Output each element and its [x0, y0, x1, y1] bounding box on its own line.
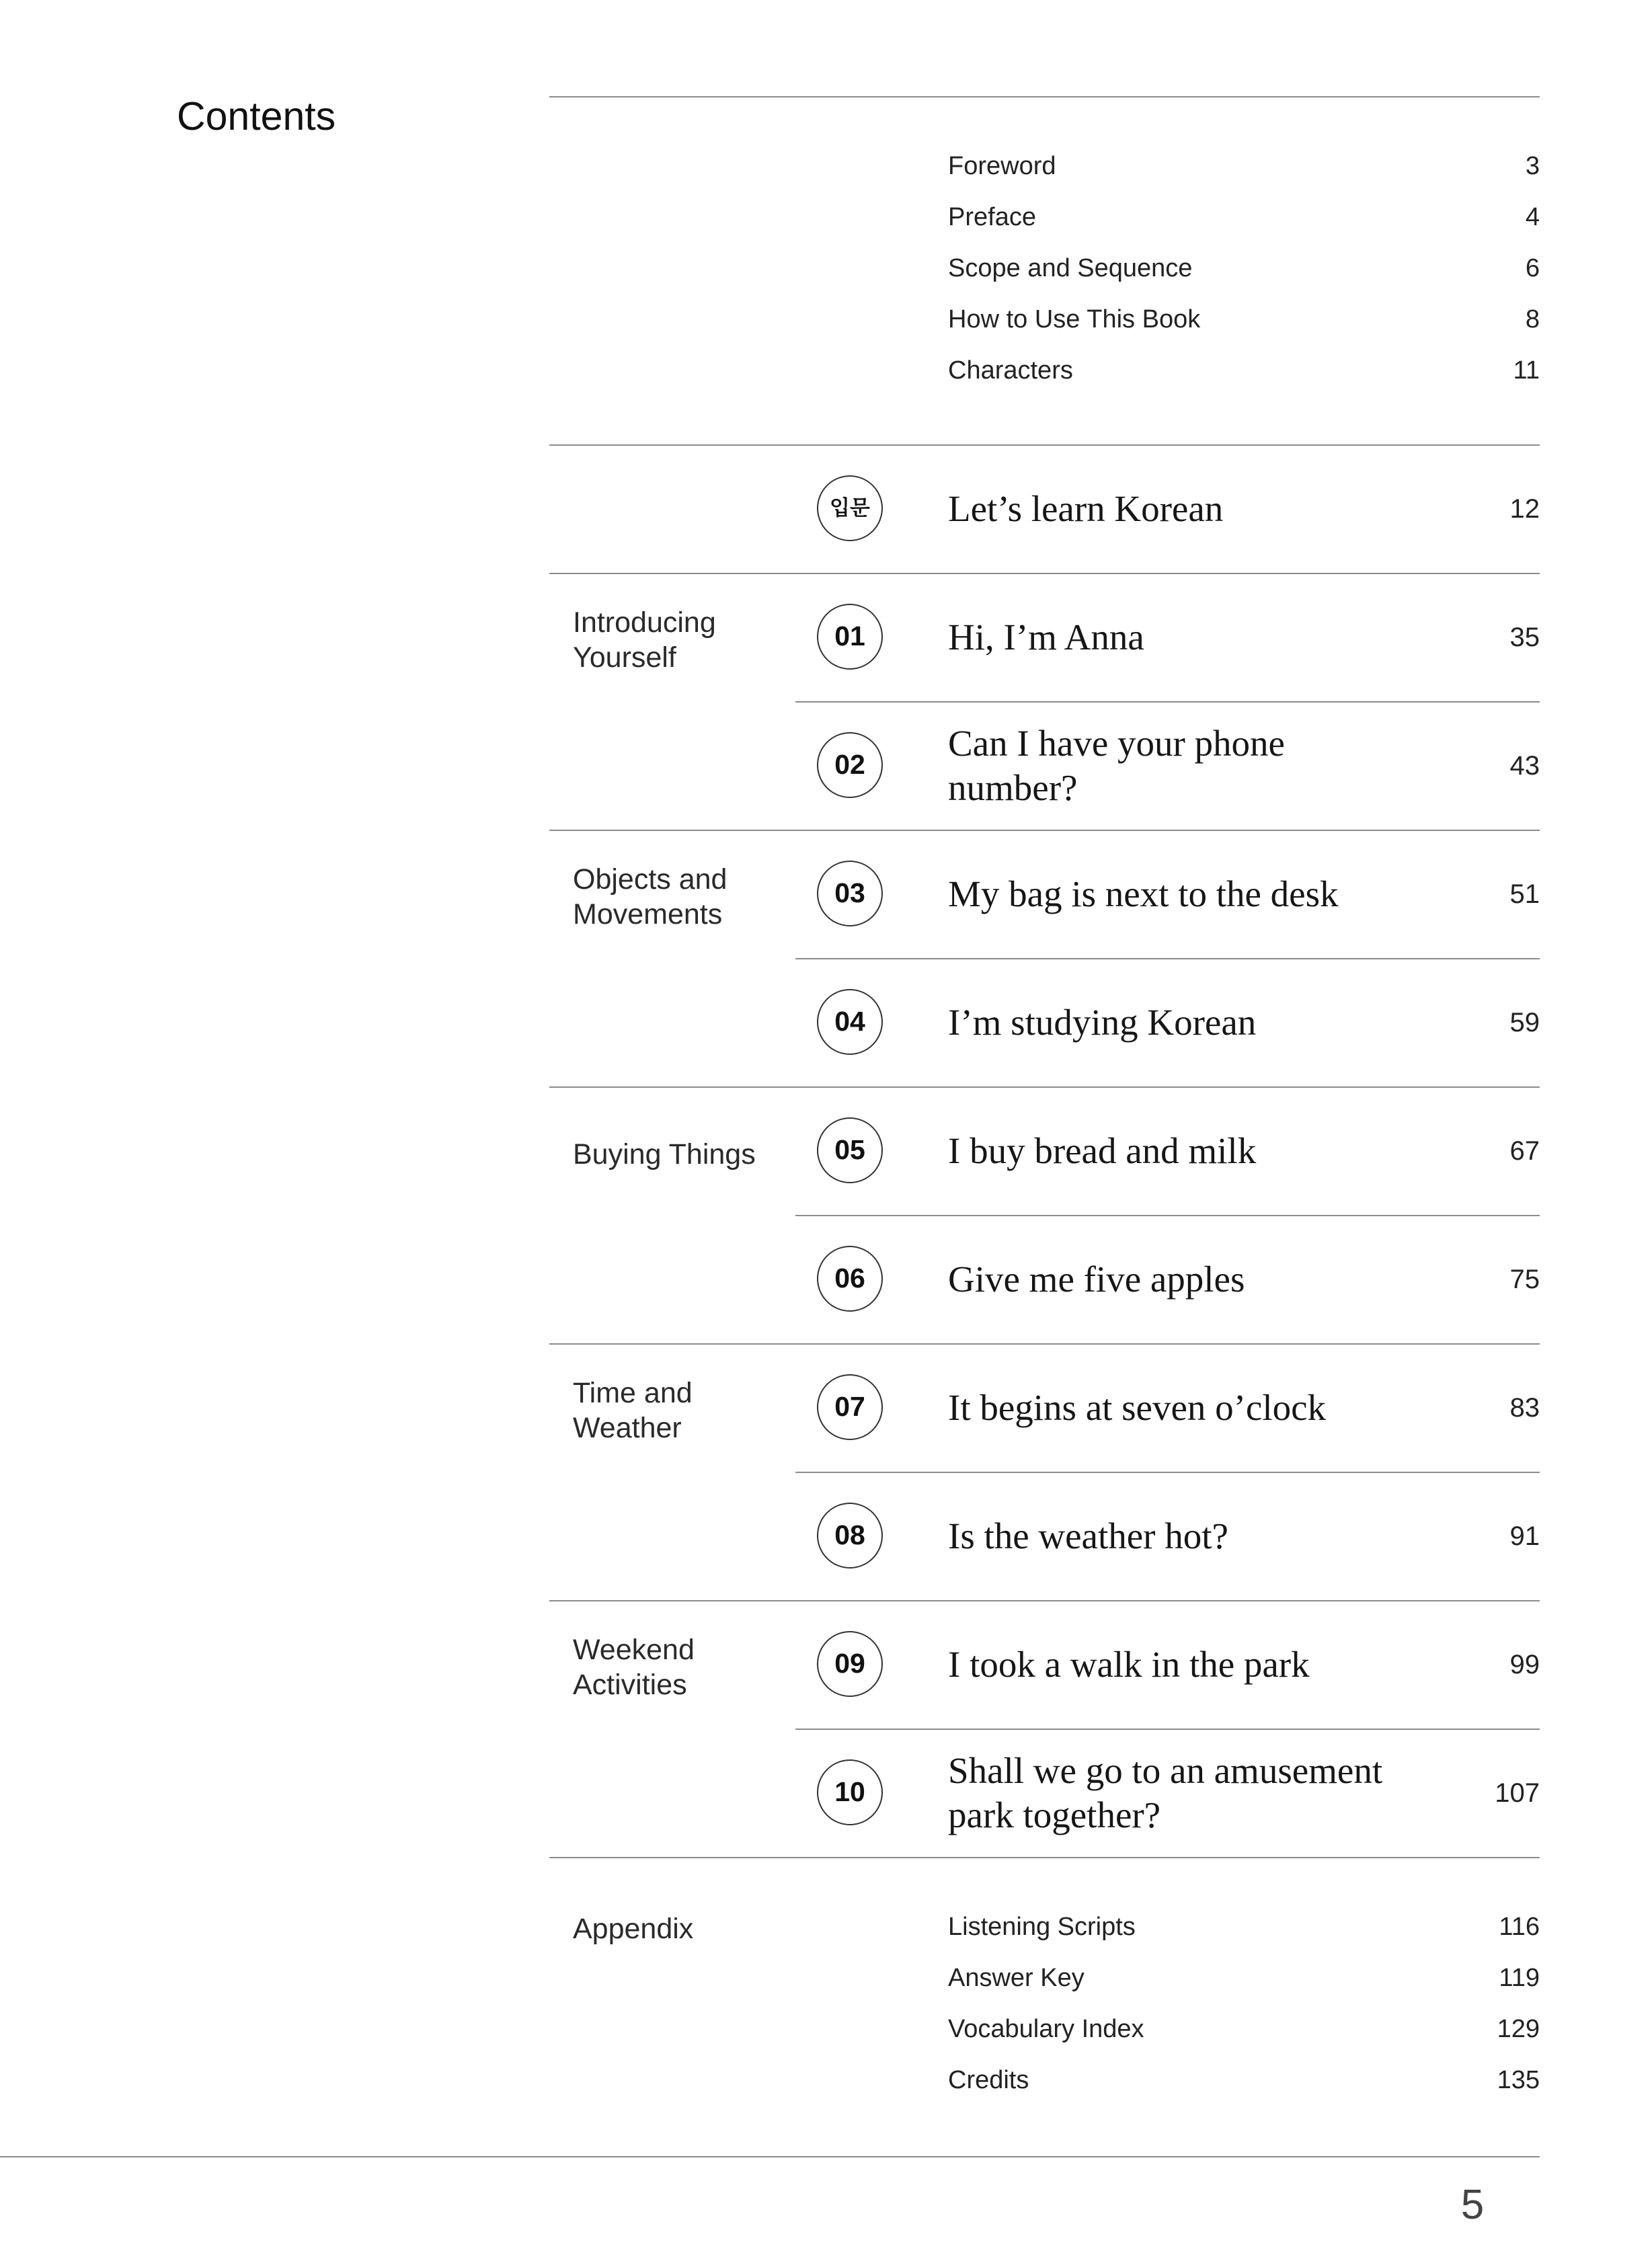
divider-footer: [0, 2156, 1540, 2157]
lesson-number-badge: 02: [817, 732, 883, 798]
lesson-title: I buy bread and milk: [948, 1130, 1257, 1171]
lesson-page: 59: [1509, 1008, 1540, 1037]
page-title: Contents: [177, 94, 336, 138]
toc-entry-page: 11: [1513, 356, 1540, 385]
lesson-title: Hi, I’m Anna: [948, 617, 1144, 658]
toc-entry-foreword[interactable]: [948, 146, 1540, 186]
lesson-page: 43: [1509, 751, 1540, 781]
lesson-row-04[interactable]: [795, 959, 1540, 1086]
toc-entry-page: 4: [1525, 203, 1540, 231]
lesson-page: 67: [1509, 1136, 1540, 1166]
toc-entry-label: Characters: [948, 356, 1073, 385]
toc-entry-preface[interactable]: [948, 197, 1540, 237]
appendix-entry-listening-scripts[interactable]: [948, 1907, 1540, 1947]
section-label-time-and-weather: Time and Weather: [573, 1377, 693, 1444]
toc-entry-page: 119: [1499, 1964, 1540, 1992]
section-label-weekend-activities: Weekend Activities: [573, 1634, 695, 1701]
toc-entry-page: 8: [1525, 305, 1540, 333]
lesson-title: Is the weather hot?: [948, 1515, 1228, 1556]
toc-entry-page: 6: [1525, 254, 1540, 282]
lesson-title: I’m studying Korean: [948, 1002, 1257, 1043]
lesson-title: It begins at seven o’clock: [948, 1387, 1327, 1428]
toc-entry-label: Scope and Sequence: [948, 254, 1193, 282]
section-label-objects-and-movements: Objects and Movements: [573, 863, 727, 930]
toc-entry-label: Vocabulary Index: [948, 2015, 1144, 2043]
toc-entry-label: How to Use This Book: [948, 305, 1201, 333]
toc-entry-label: Answer Key: [948, 1964, 1085, 1992]
toc-entry-label: Preface: [948, 203, 1036, 231]
lesson-page: 91: [1509, 1521, 1540, 1551]
lesson-row-05[interactable]: [795, 1087, 1540, 1215]
lesson-page: 51: [1509, 879, 1540, 909]
lesson-row-09[interactable]: [795, 1601, 1540, 1729]
appendix-entry-vocabulary-index[interactable]: [948, 2009, 1540, 2049]
lesson-title: Let’s learn Korean: [948, 488, 1224, 529]
lesson-page: 75: [1509, 1265, 1540, 1294]
lesson-number-badge: 09: [817, 1631, 883, 1697]
lesson-page: 99: [1509, 1650, 1540, 1679]
lesson-title: Give me five apples: [948, 1259, 1245, 1300]
lesson-row-08[interactable]: [795, 1472, 1540, 1600]
page-number: 5: [1460, 2182, 1485, 2228]
toc-entry-label: Foreword: [948, 152, 1056, 180]
lesson-title: My bag is next to the desk: [948, 873, 1339, 914]
toc-entry-scope-and-sequence[interactable]: [948, 248, 1540, 288]
lesson-number-badge: 10: [817, 1759, 883, 1825]
appendix-entry-credits[interactable]: [948, 2060, 1540, 2100]
section-label-introducing-yourself: Introducing Yourself: [573, 606, 716, 674]
lesson-page: 35: [1509, 623, 1540, 652]
section-label-buying-things: Buying Things: [573, 1138, 756, 1170]
lesson-number-badge: 01: [817, 604, 883, 670]
toc-entry-page: 3: [1525, 152, 1540, 180]
lesson-number-badge: 입문: [817, 475, 883, 541]
divider-top: [549, 96, 1540, 97]
toc-entry-page: 129: [1497, 2015, 1540, 2043]
lesson-title: Shall we go to an amusement park together?: [948, 1750, 1383, 1835]
appendix-entry-answer-key[interactable]: [948, 1958, 1540, 1998]
lesson-title: I took a walk in the park: [948, 1644, 1310, 1685]
lesson-number-badge: 07: [817, 1374, 883, 1440]
lesson-title: Can I have your phone number?: [948, 723, 1285, 808]
lesson-number-badge: 04: [817, 989, 883, 1055]
lesson-number-badge: 06: [817, 1246, 883, 1312]
lesson-row-07[interactable]: [795, 1344, 1540, 1472]
lesson-row-10[interactable]: [795, 1729, 1540, 1857]
lesson-row-intro[interactable]: [795, 445, 1540, 573]
lesson-row-06[interactable]: [795, 1216, 1540, 1343]
lesson-page: 83: [1509, 1393, 1540, 1423]
toc-entry-label: Credits: [948, 2066, 1029, 2094]
lesson-page: 12: [1509, 494, 1540, 524]
lesson-number-badge: 05: [817, 1117, 883, 1183]
toc-entry-characters[interactable]: [948, 350, 1540, 391]
lesson-row-01[interactable]: [795, 573, 1540, 701]
toc-entry-label: Listening Scripts: [948, 1913, 1136, 1941]
toc-entry-page: 135: [1497, 2066, 1540, 2094]
section-label-appendix: Appendix: [573, 1913, 694, 1945]
toc-entry-how-to-use[interactable]: [948, 299, 1540, 340]
divider-appendix: [549, 1857, 1540, 1858]
lesson-row-03[interactable]: [795, 830, 1540, 958]
toc-entry-page: 116: [1499, 1913, 1540, 1941]
lesson-number-badge: 08: [817, 1503, 883, 1569]
lesson-row-02[interactable]: [795, 702, 1540, 830]
lesson-page: 107: [1495, 1778, 1540, 1808]
lesson-number-badge: 03: [817, 861, 883, 926]
